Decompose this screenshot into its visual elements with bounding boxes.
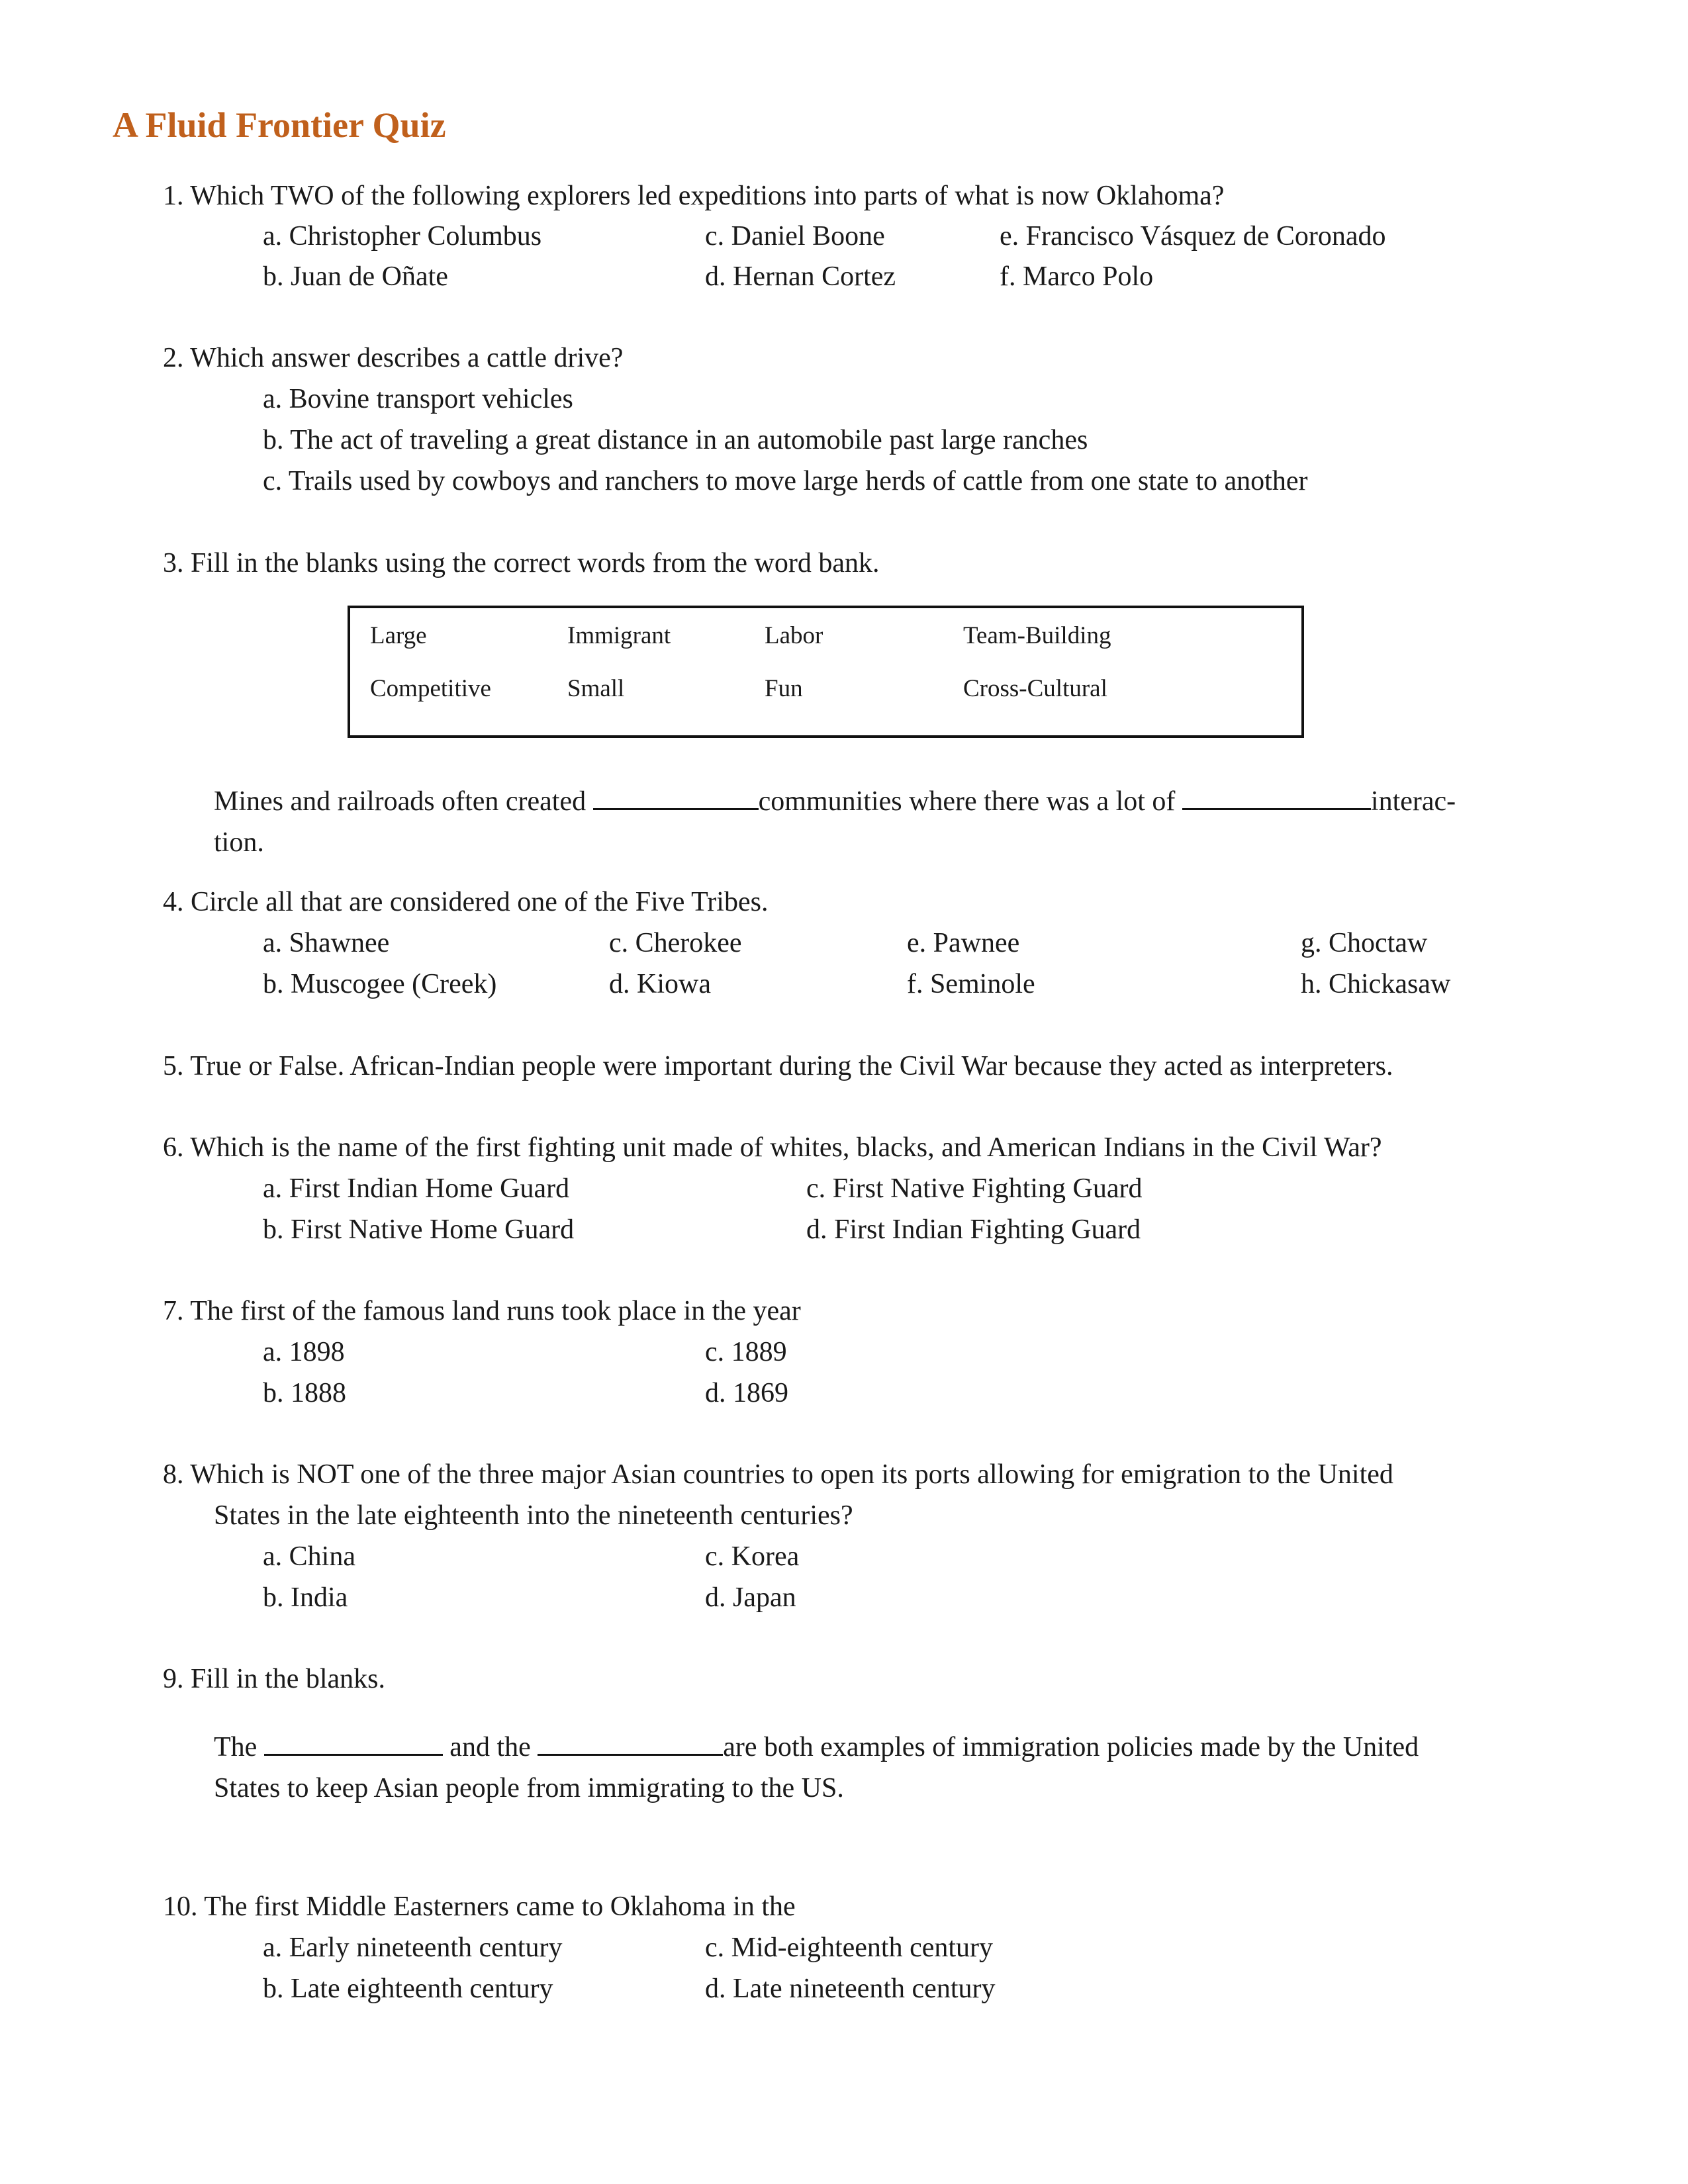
q9-blank-1[interactable] (264, 1727, 443, 1756)
q2-option-a[interactable]: a. Bovine transport vehicles (263, 384, 573, 414)
q4-option-b[interactable]: b. Muscogee (Creek) (263, 969, 497, 999)
word-bank-item: Cross-Cultural (963, 675, 1107, 702)
q7-option-d[interactable]: d. 1869 (705, 1378, 788, 1408)
q7-option-a[interactable]: a. 1898 (263, 1337, 345, 1367)
q8-option-b[interactable]: b. India (263, 1582, 348, 1613)
question-10: 10. The first Middle Easterners came to Oklahoma in the (163, 1891, 796, 1922)
q9-blank-2[interactable] (538, 1727, 723, 1756)
q4-option-h[interactable]: h. Chickasaw (1301, 969, 1451, 999)
word-bank (348, 606, 1304, 738)
question-7: 7. The first of the famous land runs took place in the year (163, 1296, 801, 1326)
word-bank-item: Labor (765, 622, 823, 649)
q3-blank-1[interactable] (593, 782, 759, 810)
q6-option-b[interactable]: b. First Native Home Guard (263, 1214, 575, 1245)
q10-option-a[interactable]: a. Early nineteenth century (263, 1933, 563, 1963)
q10-option-b[interactable]: b. Late eighteenth century (263, 1974, 553, 2004)
q6-option-c[interactable]: c. First Native Fighting Guard (806, 1173, 1143, 1204)
q7-option-c[interactable]: c. 1889 (705, 1337, 787, 1367)
q10-option-d[interactable]: d. Late nineteenth century (705, 1974, 996, 2004)
word-bank-item: Competitive (370, 675, 491, 702)
q3-sentence-line2: tion. (214, 827, 264, 858)
word-bank-item: Immigrant (567, 622, 671, 649)
q3-blank-2[interactable] (1182, 782, 1371, 810)
question-5: 5. True or False. African-Indian people were important during the Civil War because they acted as interpreters. (163, 1051, 1393, 1081)
q4-option-e[interactable]: e. Pawnee (907, 928, 1020, 958)
q3-sentence-text: Mines and railroads often created (214, 786, 593, 817)
q9-sentence-line2: States to keep Asian people from immigrating to the US. (214, 1773, 844, 1803)
q1-option-d[interactable]: d. Hernan Cortez (705, 261, 896, 292)
q9-sentence-line1 (214, 1727, 1419, 1768)
q1-option-c[interactable]: c. Daniel Boone (705, 221, 885, 251)
question-4: 4. Circle all that are considered one of the Five Tribes. (163, 887, 769, 917)
q4-option-g[interactable]: g. Choctaw (1301, 928, 1428, 958)
q2-option-c[interactable]: c. Trails used by cowboys and ranchers to move large herds of cattle from one state to another (263, 466, 1308, 496)
q9-sentence-text: are both examples of immigration policies made by the United (723, 1732, 1419, 1762)
q8-option-a[interactable]: a. China (263, 1541, 355, 1572)
word-bank-item: Team-Building (963, 622, 1111, 649)
q1-option-e[interactable]: e. Francisco Vásquez de Coronado (1000, 221, 1386, 251)
q9-sentence-text: The (214, 1732, 264, 1762)
q8-option-d[interactable]: d. Japan (705, 1582, 796, 1613)
q6-option-a[interactable]: a. First Indian Home Guard (263, 1173, 570, 1204)
q1-option-f[interactable]: f. Marco Polo (1000, 261, 1154, 292)
word-bank-item: Small (567, 675, 625, 702)
question-1: 1. Which TWO of the following explorers led expeditions into parts of what is now Oklahoma? (163, 181, 1225, 211)
word-bank-item: Fun (765, 675, 803, 702)
question-6: 6. Which is the name of the first fighting unit made of whites, blacks, and American Indians in the Civil War? (163, 1132, 1382, 1163)
question-3: 3. Fill in the blanks using the correct words from the word bank. (163, 548, 880, 578)
question-8: 8. Which is NOT one of the three major Asian countries to open its ports allowing for emigration to the United (163, 1459, 1393, 1490)
q7-option-b[interactable]: b. 1888 (263, 1378, 346, 1408)
q8-option-c[interactable]: c. Korea (705, 1541, 800, 1572)
q3-sentence-text: communities where there was a lot of (758, 786, 1182, 817)
word-bank-item: Large (370, 622, 427, 649)
question-8-continued: States in the late eighteenth into the nineteenth centuries? (214, 1500, 853, 1531)
q1-option-b[interactable]: b. Juan de Oñate (263, 261, 448, 292)
q4-option-f[interactable]: f. Seminole (907, 969, 1035, 999)
q4-option-a[interactable]: a. Shawnee (263, 928, 390, 958)
q9-sentence-text: and the (442, 1732, 538, 1762)
question-9: 9. Fill in the blanks. (163, 1664, 385, 1694)
question-2: 2. Which answer describes a cattle drive? (163, 343, 624, 373)
q3-sentence-line1 (214, 781, 1456, 822)
q4-option-d[interactable]: d. Kiowa (609, 969, 711, 999)
q2-option-b[interactable]: b. The act of traveling a great distance in an automobile past large ranches (263, 425, 1088, 455)
q4-option-c[interactable]: c. Cherokee (609, 928, 742, 958)
q3-sentence-text: interac- (1370, 786, 1456, 817)
q10-option-c[interactable]: c. Mid-eighteenth century (705, 1933, 994, 1963)
q1-option-a[interactable]: a. Christopher Columbus (263, 221, 542, 251)
page-title: A Fluid Frontier Quiz (113, 105, 446, 145)
q6-option-d[interactable]: d. First Indian Fighting Guard (806, 1214, 1141, 1245)
